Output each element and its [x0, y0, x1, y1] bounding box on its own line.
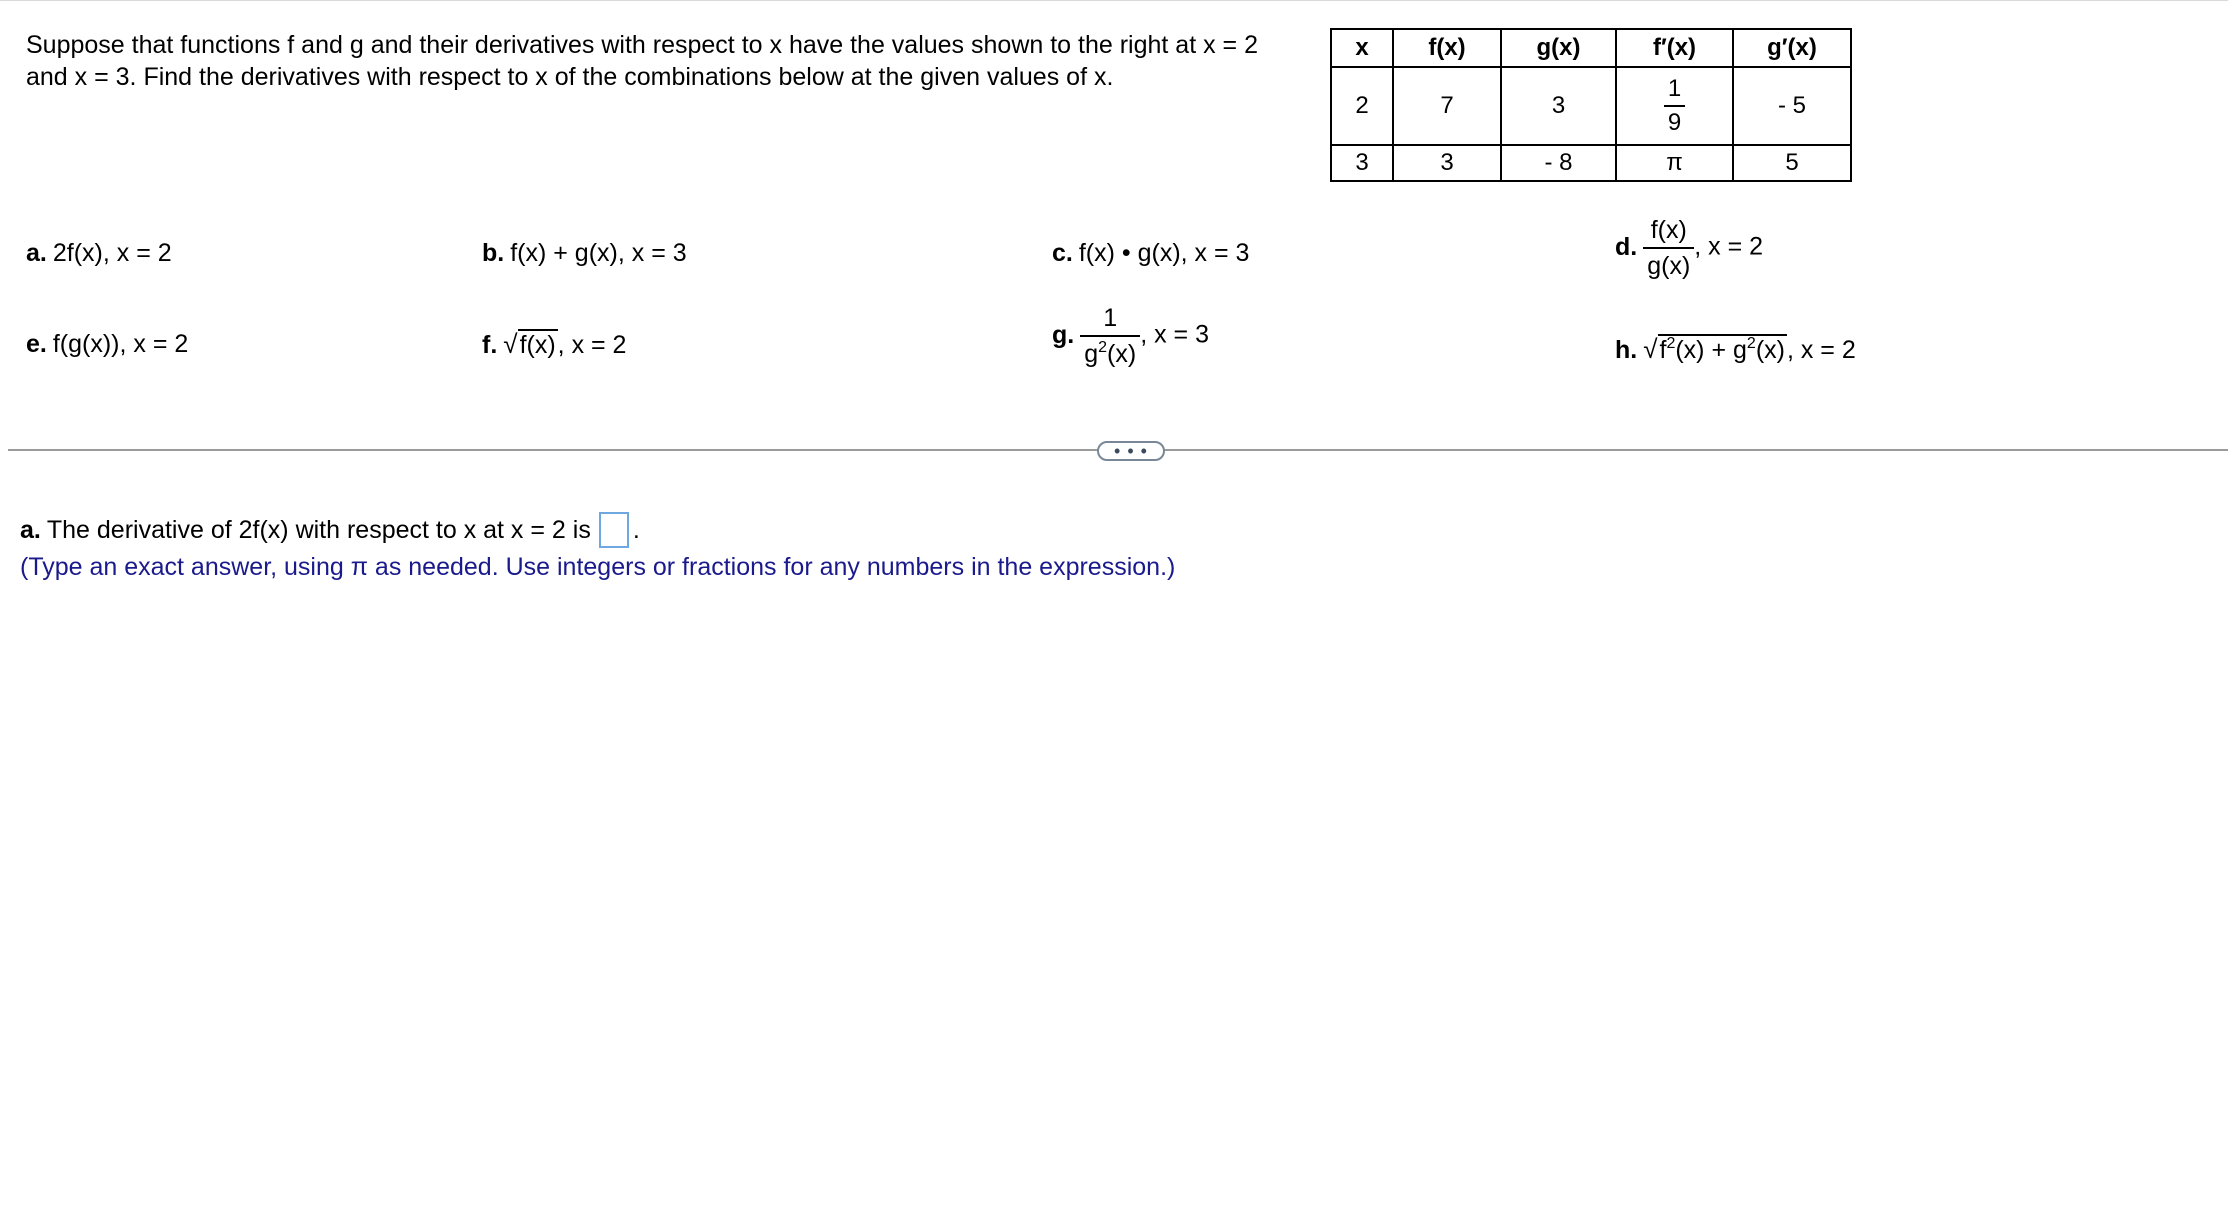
cell-g: 3: [1501, 67, 1616, 145]
cell-f-prime: π: [1616, 145, 1733, 181]
cell-g-prime: 5: [1733, 145, 1851, 181]
header-g-prime: g′(x): [1733, 29, 1851, 67]
g-exponent: 2: [1746, 335, 1756, 352]
part-expression: 2f(x), x = 2: [52, 239, 172, 267]
radical-sign: √: [1643, 334, 1658, 364]
part-expression: f(x) • g(x), x = 3: [1078, 239, 1250, 267]
answer-hint: (Type an exact answer, using π as needed. Use integers or fractions for any numbers in the expression.): [20, 553, 1176, 581]
square-root: [1643, 334, 1787, 365]
part-g: [1052, 303, 1209, 369]
cell-g-prime: - 5: [1733, 67, 1851, 145]
part-b: [482, 238, 687, 268]
fraction-numerator: 1: [1103, 304, 1118, 332]
radicand: [1658, 334, 1787, 364]
part-label: a.: [26, 239, 47, 267]
fraction: [1080, 303, 1140, 369]
top-rule: [0, 0, 2228, 1]
f-argument: (x) + g: [1675, 336, 1747, 364]
part-e: [26, 329, 188, 359]
header-g: g(x): [1501, 29, 1616, 67]
part-label: h.: [1615, 336, 1638, 364]
part-label: d.: [1615, 232, 1638, 261]
cell-x: 3: [1331, 145, 1393, 181]
den-base: g: [1084, 340, 1099, 368]
fraction: [1643, 215, 1694, 281]
part-label: c.: [1052, 239, 1073, 267]
part-d: [1615, 215, 1763, 281]
problem-line-1: Suppose that functions f and g and their derivatives with respect to x have the values shown to the right at x = 2: [26, 31, 1258, 59]
den-argument: (x): [1107, 340, 1137, 368]
cell-g: - 8: [1501, 145, 1616, 181]
part-a: [26, 238, 172, 268]
fraction-denominator: [1080, 337, 1140, 369]
part-label: e.: [26, 330, 47, 358]
cell-f: 3: [1393, 145, 1501, 181]
fraction-denominator: g(x): [1647, 252, 1691, 280]
answer-period: .: [632, 515, 640, 544]
fraction-numerator: 1: [1667, 75, 1682, 102]
more-options-button[interactable]: • • •: [1097, 441, 1165, 461]
fraction-denominator: 9: [1667, 109, 1682, 136]
problem-statement: [26, 29, 1316, 93]
f-base: f: [1659, 336, 1667, 364]
fraction: [1664, 75, 1685, 137]
header-f: f(x): [1393, 29, 1501, 67]
part-label: g.: [1052, 320, 1075, 349]
f-exponent: 2: [1666, 335, 1676, 352]
answer-prompt: The derivative of 2f(x) with respect to x at x = 2 is: [46, 515, 591, 544]
values-table: [1330, 28, 1852, 182]
answer-label: a.: [20, 515, 41, 544]
problem-line-2: and x = 3. Find the derivatives with respect to x of the combinations below at the given values of x.: [26, 63, 1114, 91]
part-condition: , x = 2: [1786, 336, 1856, 364]
radical-sign: √: [503, 329, 518, 359]
part-f: [482, 329, 626, 360]
den-exponent: 2: [1098, 339, 1108, 356]
g-argument: (x): [1755, 336, 1785, 364]
table-row: [1331, 67, 1851, 145]
fraction-numerator: f(x): [1650, 216, 1687, 244]
radicand: f(x): [519, 331, 556, 359]
part-expression: f(g(x)), x = 2: [52, 330, 189, 358]
part-h: [1615, 334, 1856, 365]
cell-f-prime: [1616, 67, 1733, 145]
header-x: x: [1331, 29, 1393, 67]
part-c: [1052, 238, 1249, 268]
table-row: [1331, 145, 1851, 181]
answer-line: [20, 512, 640, 548]
square-root: [503, 329, 557, 360]
header-f-prime: f′(x): [1616, 29, 1733, 67]
part-label: f.: [482, 331, 498, 359]
cell-f: 7: [1393, 67, 1501, 145]
part-expression: f(x) + g(x), x = 3: [510, 239, 687, 267]
part-condition: , x = 2: [1694, 232, 1764, 261]
part-condition: , x = 2: [557, 331, 627, 359]
cell-x: 2: [1331, 67, 1393, 145]
answer-input[interactable]: [599, 512, 629, 548]
part-condition: , x = 3: [1140, 320, 1209, 349]
part-label: b.: [482, 239, 505, 267]
table-header-row: [1331, 29, 1851, 67]
